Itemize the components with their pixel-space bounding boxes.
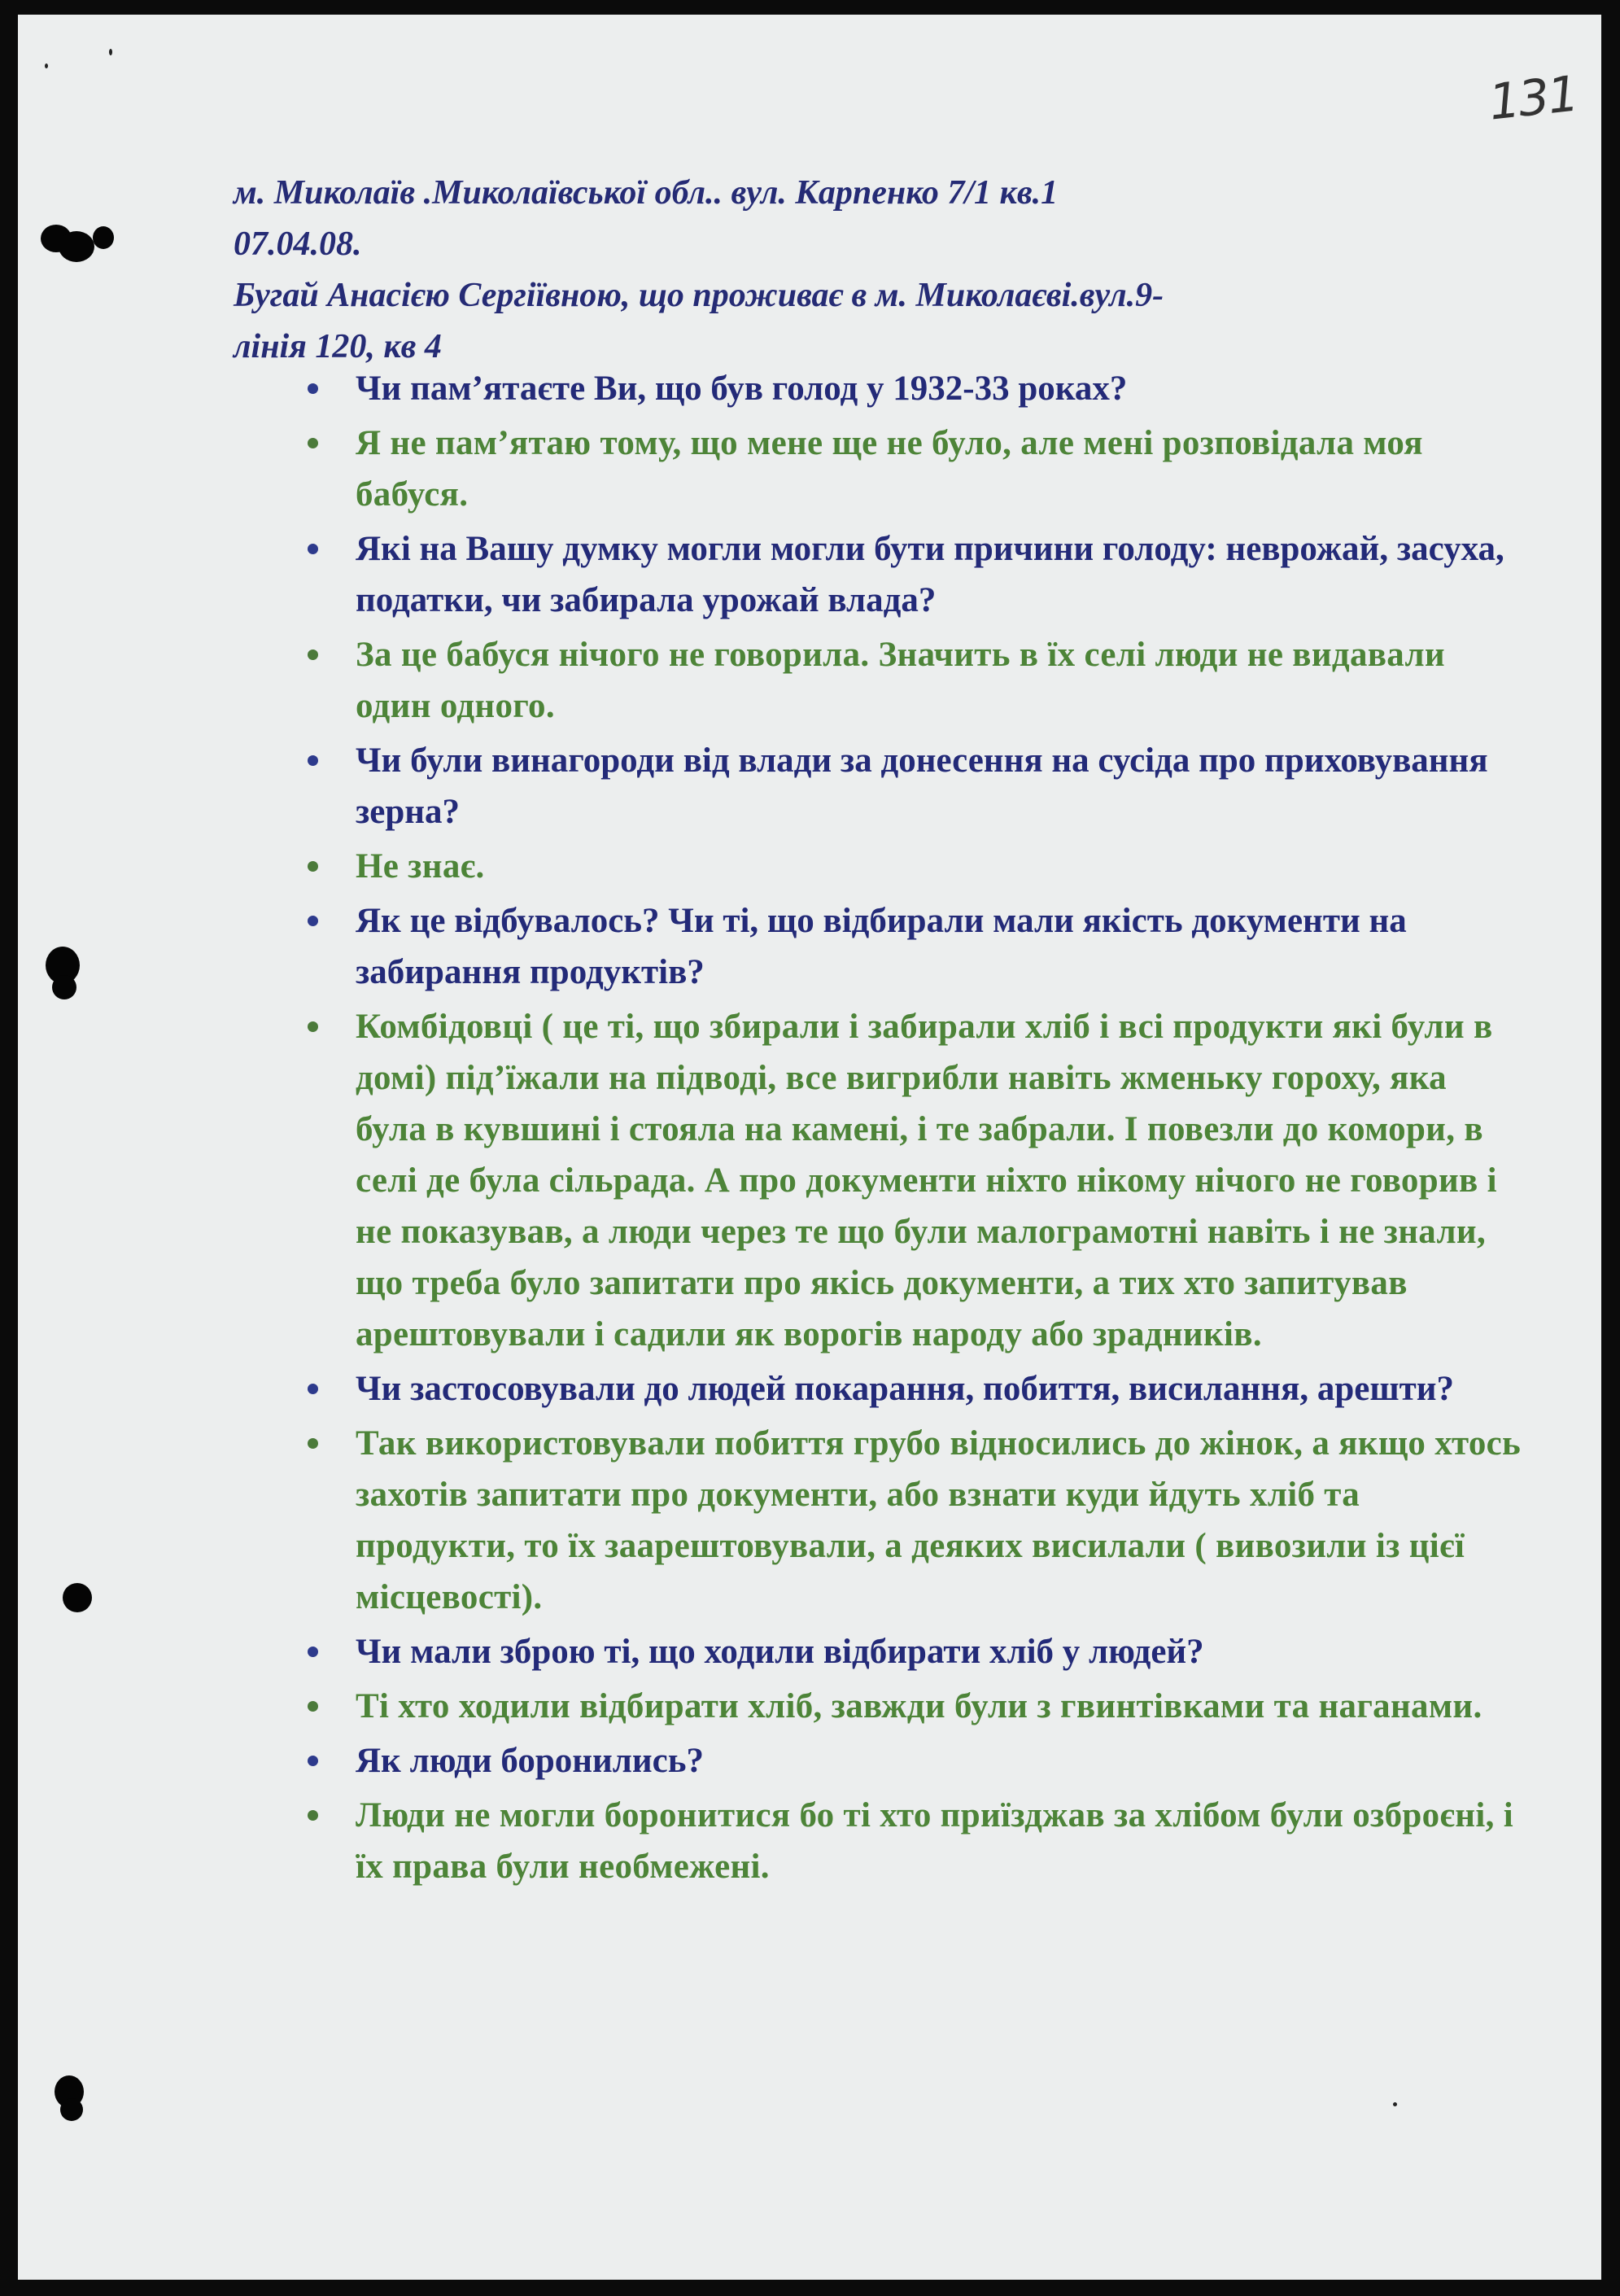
answer-7: Люди не могли боронитися бо ті хто приїзджав за хлібом були озброєні, і їх права були необмежені. <box>303 1790 1523 1892</box>
header-respondent: Бугай Анасією Сергіївною, що проживає в м. Миколаєві.вул.9- <box>234 277 1164 314</box>
binder-hole-2b <box>52 975 76 999</box>
binder-hole-3 <box>63 1583 92 1612</box>
answer-2: За це бабуся нічого не говорила. Значить в їх селі люди не видавали один одного. <box>303 629 1523 732</box>
question-7: Як люди боронились? <box>303 1735 1523 1787</box>
question-6: Чи мали зброю ті, що ходили відбирати хліб у людей? <box>303 1626 1523 1677</box>
binder-hole-4b <box>60 2098 83 2121</box>
answer-1: Я не пам’ятаю тому, що мене ще не було, але мені розповідала моя бабуся. <box>303 418 1523 520</box>
header-respondent-cont: лінія 120, кв 4 <box>234 328 442 365</box>
speck-3 <box>1393 2102 1397 2106</box>
header-address: м. Миколаїв .Миколаївської обл.. вул. Карпенко 7/1 кв.1 <box>234 174 1059 212</box>
speck-2 <box>109 49 112 55</box>
binder-hole-1c <box>93 226 114 249</box>
interview-list <box>303 363 1523 1896</box>
question-3: Чи були винагороди від влади за донесення на сусіда про приховування зерна? <box>303 735 1523 837</box>
speck-1 <box>45 63 48 68</box>
document-header <box>234 168 1503 373</box>
answer-4: Комбідовці ( це ті, що збирали і забирали хліб і всі продукти які були в домі) під’їжали на підводі, все вигрибли навіть жменьку гороху, яка була в кувшині і стояла на камені, і те забрали. І повезли до комори, в селі де була сільрада. А про документи ніхто нікому нічого не говорив і не показував, а люди через те що були малограмотні навіть і не знали, що треба було запитати про якісь документи, а тих хто запитував арештовували і садили як ворогів народу або зрадників. <box>303 1001 1523 1360</box>
binder-hole-1b <box>59 231 94 262</box>
question-4: Як це відбувалось? Чи ті, що відбирали мали якість документи на забирання продуктів? <box>303 895 1523 998</box>
answer-6: Ті хто ходили відбирати хліб, завжди були з гвинтівками та наганами. <box>303 1681 1523 1732</box>
answer-5: Так використовували побиття грубо відносились до жінок, а якщо хтось захотів запитати про документи, або взнати куди йдуть хліб та продукти, то їх заарештовували, а деяких висилали ( вивозили із цієї місцевості). <box>303 1418 1523 1623</box>
question-1: Чи пам’ятаєте Ви, що був голод у 1932-33 роках? <box>303 363 1523 414</box>
question-2: Які на Вашу думку могли могли бути причини голоду: неврожай, засуха, податки, чи забирала урожай влада? <box>303 523 1523 626</box>
header-date: 07.04.08. <box>234 225 362 263</box>
question-5: Чи застосовували до людей покарання, побиття, висилання, арешти? <box>303 1363 1523 1415</box>
answer-3: Не знає. <box>303 841 1523 892</box>
page-number: 131 <box>1486 65 1580 132</box>
document-page <box>18 15 1601 2280</box>
